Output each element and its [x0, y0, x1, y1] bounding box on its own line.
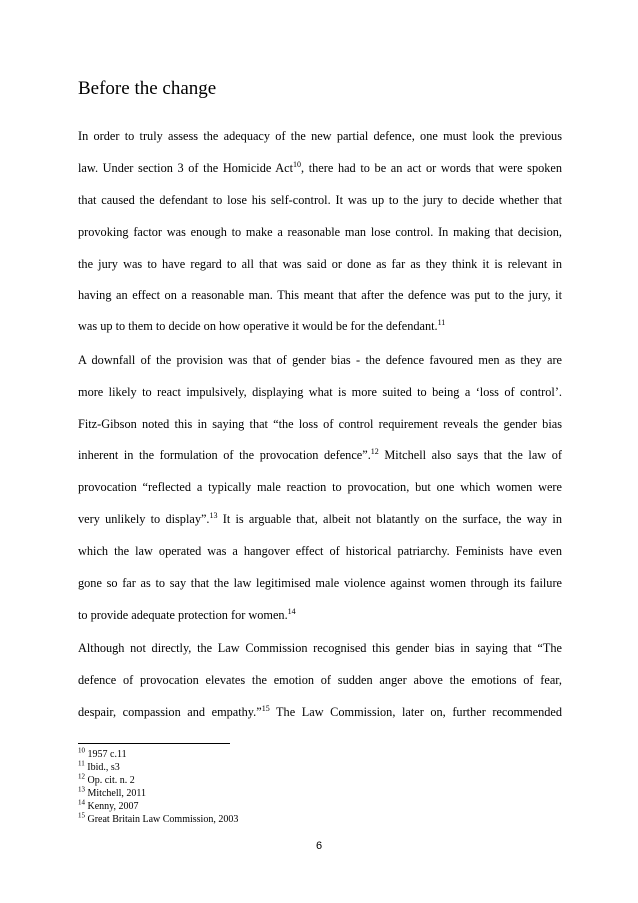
body-text-line: that caused the defendant to lose his self-control. It was up to the jury to decide whether that: [78, 193, 562, 207]
body-text-line: gone so far as to say that the law legitimised male violence against women through its failure: [78, 576, 562, 590]
footnote-ref: 14: [287, 606, 296, 616]
body-text-line: despair, compassion and empathy.”$^{15}$ The Law Commission, later on, further recommended: [78, 703, 563, 719]
body-text-line: having an effect on a reasonable man. This meant that after the defence was put to the jury, it: [78, 288, 562, 302]
footnote: $^{13}$ Mitchell, 2011: [78, 785, 147, 799]
body-text-line: In order to truly assess the adequacy of the new partial defence, one must look the previous: [78, 129, 562, 143]
body-text-line: Fitz-Gibson noted this in saying that “the loss of control requirement reveals the gender bias: [78, 417, 562, 431]
body-text-line: more likely to react impulsively, displaying what is more suited to being a ‘loss of control’.: [78, 385, 562, 399]
footnote: $^{11}$ Ibid., s3: [78, 759, 120, 773]
footnote-separator: [78, 743, 230, 744]
footnote: $^{12}$ Op. cit. n. 2: [78, 772, 135, 786]
body-text-line: defence of provocation elevates the emotion of sudden anger above the emotions of fear,: [78, 673, 562, 687]
body-text-line: law. Under section 3 of the Homicide Act$^{10}$, there had to be an act or words that were spoken: [78, 159, 562, 175]
body-text-line: inherent in the formulation of the provocation defence”.$^{12}$ Mitchell also says that the law of: [78, 446, 562, 462]
body-text-line: A downfall of the provision was that of gender bias - the defence favoured men as they are: [78, 353, 562, 367]
footnote-ref: 10: [293, 159, 302, 169]
footnote-ref: 11: [437, 317, 446, 327]
body-text-line: provocation “reflected a typically male reaction to provocation, but one which women were: [78, 480, 562, 494]
footnote-ref: 15: [261, 703, 270, 713]
body-text-line: to provide adequate protection for women.$^{14}$: [78, 606, 296, 622]
footnote-ref: 12: [370, 446, 379, 456]
body-text-line: the jury was to have regard to all that was said or done as far as they think it is relevant in: [78, 257, 562, 271]
body-text-line: which the law operated was a hangover effect of historical patriarchy. Feminists have even: [78, 544, 562, 558]
footnote: $^{14}$ Kenny, 2007: [78, 798, 139, 812]
body-text-line: provoking factor was enough to make a reasonable man lose control. In making that decision,: [78, 225, 562, 239]
footnote: $^{15}$ Great Britain Law Commission, 2003: [78, 811, 239, 825]
footnote-ref: 13: [209, 510, 218, 520]
body-text-line: very unlikely to display”.$^{13}$ It is arguable that, albeit not blatantly on the surface, the way in: [78, 510, 562, 526]
body-text-line: was up to them to decide on how operative it would be for the defendant.$^{11}$: [78, 317, 446, 333]
body-text-line: Although not directly, the Law Commission recognised this gender bias in saying that “The: [78, 641, 562, 655]
section-heading: Before the change: [78, 78, 217, 99]
page-number: 6: [315, 840, 323, 852]
footnote: $^{10}$ 1957 c.11: [78, 746, 127, 760]
